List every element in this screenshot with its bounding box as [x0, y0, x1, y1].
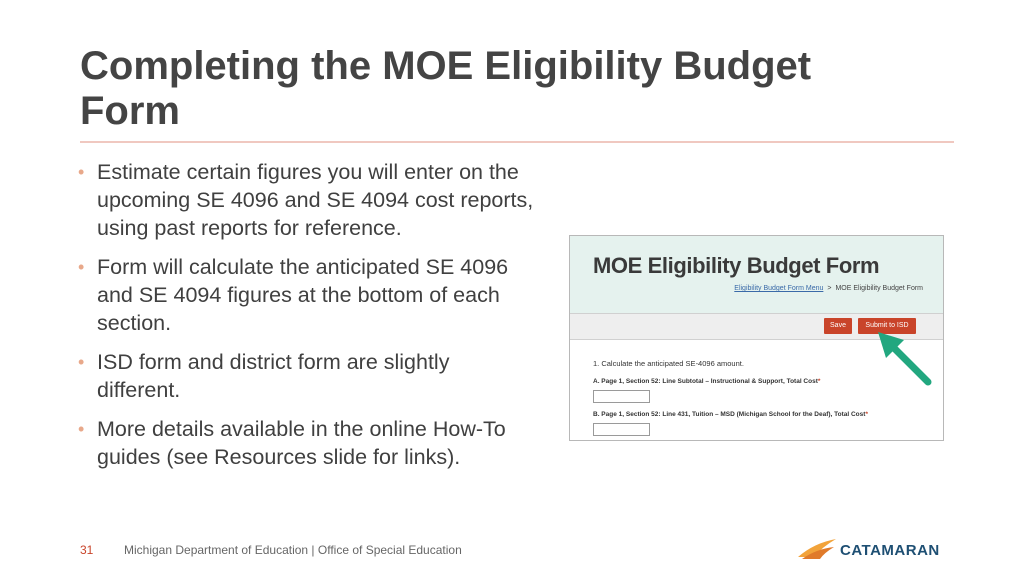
required-mark: * [817, 378, 821, 385]
bullet-item [78, 253, 538, 337]
question-1-label: 1. Calculate the anticipated SE-4096 amount. [593, 359, 744, 368]
field-b-label [593, 411, 868, 418]
form-title: MOE Eligibility Budget Form [593, 253, 880, 278]
field-a-label [593, 378, 820, 385]
breadcrumb-current: MOE Eligibility Budget Form [835, 285, 923, 292]
bullet-item [78, 415, 538, 471]
breadcrumb [734, 285, 923, 292]
slide-title: Completing the MOE Eligibility Budget Form [80, 44, 812, 133]
catamaran-logo-icon [796, 537, 838, 561]
page-number: 31 [80, 543, 94, 557]
field-a-input[interactable] [593, 390, 650, 403]
breadcrumb-link-menu[interactable]: Eligibility Budget Form Menu [734, 285, 824, 292]
bullet-text: Form will calculate the anticipated SE 4096 and SE 4094 figures at the bottom of each section. [97, 255, 509, 335]
field-b-text: B. Page 1, Section 52: Line 431, Tuition – MSD (Michigan School for the Deaf), Total Cost [593, 411, 866, 418]
bullet-dot-icon: • [78, 419, 85, 439]
bullet-dot-icon: • [78, 162, 85, 182]
logo-text: CATAMARAN [840, 542, 940, 559]
submit-to-isd-button[interactable]: Submit to ISD [858, 318, 916, 334]
bullet-text: Estimate certain figures you will enter on the upcoming SE 4096 and SE 4094 cost reports, using past reports for reference. [97, 160, 534, 240]
title-divider [80, 141, 954, 143]
bullet-dot-icon: • [78, 352, 85, 372]
footer-org: Michigan Department of Education | Office of Special Education [124, 543, 462, 557]
save-button[interactable]: Save [824, 318, 852, 334]
required-mark: * [865, 411, 868, 418]
form-header [570, 236, 943, 313]
bullet-text: ISD form and district form are slightly different. [97, 350, 450, 402]
bullet-list [78, 158, 538, 482]
field-a-text: A. Page 1, Section 52: Line Subtotal – Instructional & Support, Total Cost [593, 378, 818, 385]
bullet-item [78, 348, 538, 404]
pointer-arrow-icon [870, 330, 940, 395]
bullet-item [78, 158, 538, 242]
field-b-input[interactable] [593, 423, 650, 436]
breadcrumb-separator: > [827, 285, 832, 292]
bullet-dot-icon: • [78, 257, 85, 277]
bullet-text: More details available in the online How-To guides (see Resources slide for links). [97, 417, 506, 469]
